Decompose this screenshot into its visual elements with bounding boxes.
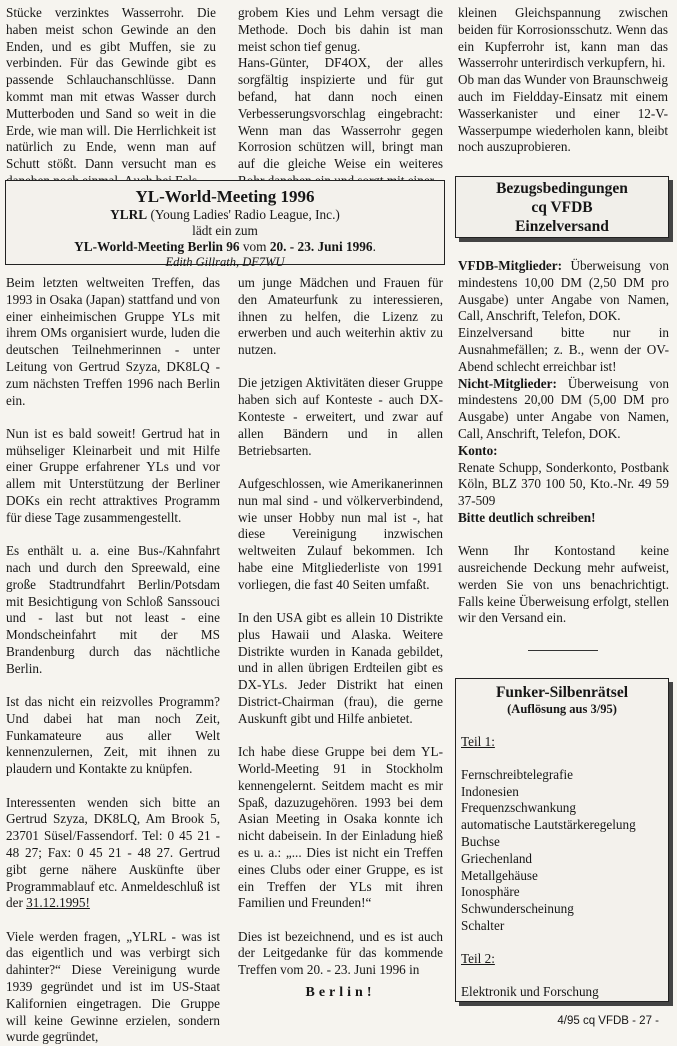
paragraph: Beim letzten weltweiten Treffen, das 1993 in Osaka (Japan) stattfand und von einer einheimischen Gruppe YLs mit ihrem OMs organisiert wurde, luden die deutschen Teilnehmerinnen - unter Leitung von Gertrud Szyza, DK8LQ - zum nächsten Treffen 1996 nach Berlin ein. (6, 275, 220, 408)
part-1-label: Teil 1: (461, 734, 495, 749)
list-item: Indonesien (461, 783, 519, 799)
list-item: Fernschreibtelegrafie (461, 766, 574, 782)
members-paragraph: VFDB-Mitglieder: Überweisung von mindestens 10,00 DM (2,50 DM pro Ausgabe) unter Angabe von Namen, Call, Anschrift, Telefon, DOK. (458, 258, 669, 324)
meeting-invite: lädt ein zum (192, 223, 258, 238)
list-item: Metallgehäuse (461, 867, 538, 883)
balance-note: Wenn Ihr Kontostand keine ausreichende Deckung mehr aufweist, werden Sie von uns benachrichtigt. Falls keine Überweisung erfolgt, stellen wir den Versand ein. (458, 543, 669, 626)
paragraph: Ob man das Wunder von Braunschweig auch im Fieldday-Einsatz mit einem Wasserkanister und einer 12-V-Wasserpumpe wiederholen kann, bleibt noch auszuprobieren. (458, 72, 668, 155)
meeting-title: YL-World-Meeting 1996 (135, 187, 315, 206)
deadline-date: 31.12.1995! (26, 895, 90, 911)
account-label: Konto: (458, 442, 498, 458)
puzzle-box (455, 678, 669, 1002)
berlin-closing: Berlin! (305, 984, 376, 1000)
paragraph: Aufgeschlossen, wie Amerikanerinnen nun mal sind - und völkerverbindend, wie unser Hobby nun mal ist -, hat diese Vereinigung inzwischen weltweiten Zulauf bekommen. Ich habe eine Mitgliederliste von 1991 vorliegen, die fast 40 Seiten umfaßt. (238, 475, 443, 592)
paragraph: kleinen Gleichspannung zwischen beiden für Korrosionsschutz. Wenn das ein Kupferrohr ist, kann man das Wasserrohr unterirdisch verkupfern, hi. (458, 5, 668, 71)
subscription-header-box (455, 176, 669, 238)
paragraph: Es enthält u. a. eine Bus-/Kahnfahrt nach und durch den Spreewald, eine große Stadtrundfahrt Berlin/Potsdam mit Besichtigung von Schloß Sanssouci und - last but not least - eine Mondscheinfahrt mit der MS Brandenburg durch das nächtliche Berlin. (6, 543, 220, 676)
puzzle-title: Funker-Silbenrätsel (495, 684, 629, 701)
list-item: Frequenzschwankung (461, 800, 576, 816)
paragraph: In den USA gibt es allein 10 Distrikte plus Hawaii und Alaska. Weitere Distrikte wurden in Kanada gebildet, und in allen übrigen Erdteilen gibt es DX-YLs. Jeder Distrikt hat einen District-Chairman (frau), die gerne Auskunft gibt und Hilfe anbietet. (238, 610, 443, 726)
paragraph: Stücke verzinktes Wasserrohr. Die haben meist schon Gewinde an den Enden, und es gibt Muffen, sie zu verbinden. Für das Gewinde gibt es passende Schlauchanschlüsse. Dann kommt man mit etwas Wasser durch Mutterboden und Sand so weit in die Erde, wie man will. Die Herrlichkeit ist natürlich zu Ende, wenn man auf Schutt stößt. Dann versucht man es (6, 5, 216, 172)
meeting-header-box (5, 180, 445, 269)
paragraph: Ich habe diese Gruppe bei dem YL-World-Meeting 91 in Stockholm kennengelernt. Seitdem macht es mir Spaß, dazuzugehören. 1993 bei dem Asian Meeting in Osaka konnte ich nicht dabeisein. In der Einladung hieß es u. a.: „... Dies ist nicht ein Treffen eines Clubs oder einer Gruppe, es ist ein Treffen der YLs mit ihren Familien und Freunden!“ (238, 744, 443, 911)
list-item: Elektronik und Forschung (461, 983, 599, 999)
puzzle-solution-list (461, 734, 666, 1000)
paragraph: Die jetzigen Aktivitäten dieser Gruppe haben sich auf Konteste - auch DX-Konteste - erweitert, und zwar auf allen Bändern und in allen Betriebsarten. (238, 375, 443, 458)
list-item: Schwunderscheinung (461, 901, 574, 917)
part-2-label: Teil 2: (461, 950, 495, 966)
list-item: Ionosphäre (461, 884, 520, 900)
subscription-title-2: cq VFDB (531, 199, 593, 216)
subscription-title-3: Einzelversand (515, 218, 609, 235)
list-item: Griechenland (461, 850, 533, 866)
puzzle-subtitle: (Auflösung aus 3/95) (507, 702, 617, 716)
article-left-column (6, 275, 220, 1046)
paragraph: Hans-Günter, DF4OX, der alles sorgfältig inspizierte und für gut befand, hat dann noch einen Verbesserungsvorschlag eingebracht: Wenn man das Wasserrohr gegen Korrosion schützen will, bringt man auf die gleiche Weise ein weiteres (238, 55, 443, 172)
single-shipping-note: Einzelversand bitte nur in Ausnahmefällen; z. B., wenn der OV-Abend schlecht erreichbar ist! (458, 325, 669, 374)
contact-paragraph: Interessenten wenden sich bitte an Gertrud Szyza, DK8LQ, Am Brook 5, 23701 Süsel/Fassendorf. Tel: 0 45 21 - 48 27; Fax: 0 45 21 - 48 27. Gertrud gibt gerne nähere Auskünfte über Programmablauf etc. Anmeldeschluß ist der 31.12.1995! (6, 794, 220, 911)
non-members-paragraph: Nicht-Mitglieder: Überweisung von mindestens 20,00 DM (5,00 DM pro Ausgabe) unter Angabe von Namen, Call, Anschrift, Telefon, DOK. (458, 375, 669, 441)
page-footer: 4/95 cq VFDB - 27 - (557, 1015, 659, 1027)
paragraph: Nun ist es bald soweit! Gertrud hat in mühseliger Kleinarbeit und mit Hilfe einer Gruppe erfahrener YLs und vor allem mit Unterstützung der Berliner DOKs ein recht attraktives Programm für diese Tage zusammengestellt. (6, 425, 220, 525)
subscription-conditions (458, 258, 669, 627)
subscription-title-1: Bezugsbedingungen (496, 180, 628, 197)
paragraph: grobem Kies und Lehm versagt die Methode. Doch bis dahin ist man meist schon tief genug. (238, 5, 443, 54)
paragraph: Viele werden fragen, „YLRL - was ist das eigentlich und was verbirgt sich dahinter?“ Diese Vereinigung wurde 1939 gegründet und ist im US-Staat Kalifornien eingetragen. Die Gruppe will keine Gewinne erzielen, sondern wurde gegründet, (6, 928, 220, 1045)
paragraph: um junge Mädchen und Frauen für den Amateurfunk zu interessieren, ihnen zu helfen, die Lizenz zu erwerben und auch weiterhin aktiv zu nutzen. (238, 275, 443, 358)
account-details: Renate Schupp, Sonderkonto, Postbank Köln, BLZ 370 100 50, Kto.-Nr. 49 59 37-509 (458, 459, 669, 509)
list-item: automatische Lautstärkeregelung (461, 817, 636, 833)
write-clearly-note: Bitte deutlich schreiben! (458, 509, 596, 525)
meeting-event: YL-World-Meeting Berlin 96 vom 20. - 23. Juni 1996. (74, 239, 376, 254)
top-left-column (6, 5, 216, 190)
meeting-organization: YLRL (Young Ladies' Radio League, Inc.) (110, 207, 340, 222)
list-item: Buchse (461, 833, 500, 849)
divider (528, 650, 598, 651)
paragraph: Ist das nicht ein reizvolles Programm? Und dabei hat man noch Zeit, Funkamateure aus aller Welt kennenzulernen, Zeit, mit ihnen zu plaudern und Kontakte zu knüpfen. (6, 694, 220, 777)
paragraph: Dies ist bezeichnend, und es ist auch der Leitgedanke für das kommende Treffen vom 20. - 23. Juni 1996 in (238, 928, 443, 978)
top-right-column (458, 5, 668, 156)
top-middle-column (238, 5, 443, 190)
list-item: Schalter (461, 917, 505, 933)
meeting-author: Edith Gillrath, DF7WU (165, 255, 285, 269)
article-middle-column (238, 275, 443, 1002)
